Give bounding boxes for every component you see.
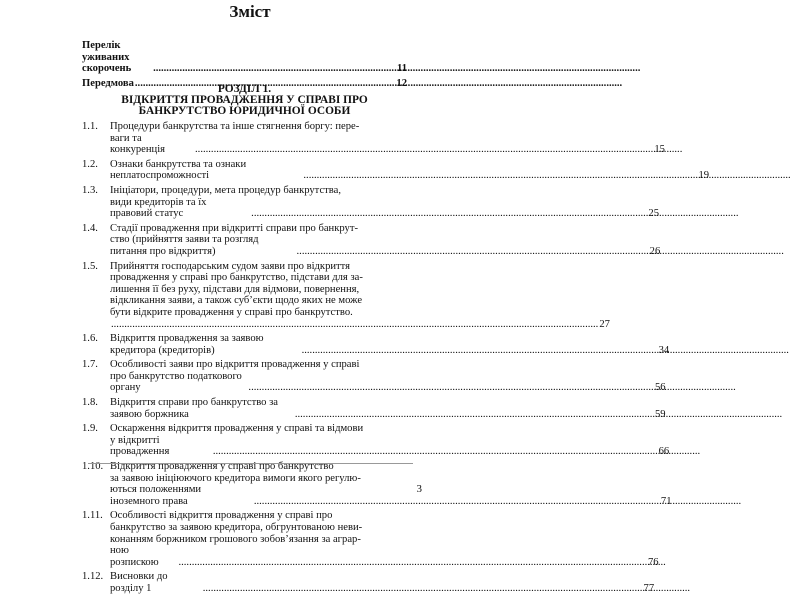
toc-entry-line: ваги та конкуренція [110, 132, 166, 156]
toc-entry[interactable] [82, 121, 665, 156]
toc-entry-line: лишення її без руху, підстави для відмови, повернення, [110, 283, 360, 295]
toc-entry-body [110, 223, 660, 258]
toc-entry-number: 1.3. [82, 184, 98, 196]
leader-dots [111, 319, 598, 331]
leader-dots [153, 63, 396, 75]
toc-entry-line: ною розпискою [110, 545, 159, 568]
toc-entry-number: 1.10. [82, 461, 104, 473]
leader-dots [203, 583, 643, 595]
footer-rule [88, 463, 413, 464]
toc-entry-last-line [110, 571, 654, 594]
toc-entry-last-line [110, 484, 672, 507]
toc-entry-number: 1.8. [82, 397, 98, 409]
toc-entry-page: 15 [654, 144, 665, 156]
toc-entry-body [110, 571, 654, 594]
toc-entry-line: Особливості відкриття провадження у справі про [110, 510, 333, 522]
toc-entry-number: 1.6. [82, 333, 98, 345]
toc-entry[interactable] [82, 571, 655, 594]
toc-entry-line: банкрутство за заявою кредитора, обгрунтованою неви- [110, 522, 363, 533]
toc-entry-page: 66 [658, 446, 670, 458]
toc-entry-line: ються положеннями іноземного права [110, 484, 202, 507]
toc-entry-line: Оскарження відкриття провадження у справі та відмови [110, 423, 364, 435]
section-heading [82, 84, 407, 117]
toc-entries [82, 121, 710, 595]
toc-entry-body [110, 423, 669, 458]
toc-entry[interactable] [82, 510, 659, 568]
toc-entry-body [110, 261, 610, 331]
page-number: 3 [416, 483, 422, 495]
leader-dots [248, 382, 654, 394]
toc-entry-last-line [110, 435, 669, 458]
toc-entry-last-line [110, 397, 666, 420]
toc-entry-line: Відкриття справи про банкрутство за заявою боржника [110, 397, 278, 420]
toc-entry-body [110, 397, 666, 420]
toc-entry-line: Відкриття провадження за заявою кредитора (кредиторів) [110, 333, 264, 356]
toc-entry-line: ство (прийняття заяви та розгляд питання про відкриття) [110, 234, 259, 257]
toc-entry-page: 76 [647, 556, 659, 568]
toc-entry-line: конанням боржником грошового зобов’язання за аграр- [110, 533, 361, 545]
toc-entry-number: 1.11. [82, 510, 103, 522]
toc-entry[interactable] [82, 461, 672, 507]
toc-entry-number: 1.1. [82, 121, 98, 132]
leader-dots [195, 144, 653, 156]
toc-entry[interactable] [82, 158, 710, 182]
toc-entry[interactable] [82, 184, 659, 220]
toc-entry-page: 59 [654, 408, 666, 420]
toc-entry[interactable] [82, 359, 666, 394]
leader-dots [297, 246, 649, 258]
toc-entry-line: Ознаки банкрутства та ознаки неплатоспроможності [110, 158, 247, 182]
toc-entry[interactable] [82, 222, 661, 258]
toc-entry-body [110, 185, 659, 220]
toc-entry-page: 27 [599, 318, 610, 330]
toc-entry-last-line [110, 234, 660, 257]
toc-entry-line: про банкрутство податкового органу [110, 370, 242, 394]
leader-dots [303, 170, 697, 182]
toc-entry-number: 1.2. [82, 158, 98, 170]
toc-item-label: Передмова [82, 77, 134, 89]
toc-entry-page: 19 [698, 170, 710, 182]
toc-entry-page: 34 [658, 344, 670, 356]
toc-item-label: Перелік уживаних скорочень [82, 40, 132, 75]
toc-entry-last-line [110, 371, 666, 394]
toc-entry-page: 56 [654, 382, 666, 394]
toc-entry-number: 1.7. [82, 359, 98, 371]
toc-entry-page: 71 [660, 495, 672, 507]
toc-entry-line: Ініціатори, процедури, мета процедур банкрутства, [110, 184, 341, 196]
leader-dots [178, 557, 646, 569]
toc-entry-page: 25 [648, 208, 659, 220]
toc-entry-number: 1.4. [82, 222, 98, 234]
toc-entry[interactable] [82, 397, 666, 420]
toc-entry-last-line [110, 197, 659, 220]
toc-entry-body [110, 359, 666, 394]
toc-entry-body [110, 121, 665, 156]
toc-entry-body [110, 159, 709, 182]
toc-item-abbreviations[interactable] [82, 40, 407, 75]
toc-entry-page: 26 [649, 245, 661, 257]
section-title-line: ВІДКРИТТЯ ПРОВАДЖЕННЯ У СПРАВІ ПРО [121, 94, 368, 106]
toc-entry[interactable] [82, 333, 670, 356]
toc-entry-page: 77 [643, 582, 655, 594]
toc-entry-last-line [110, 545, 659, 568]
leader-dots [251, 208, 647, 220]
toc-item-page: 12 [396, 77, 407, 89]
toc-entry-line: Стадії провадження при відкритті справи про банкрут- [110, 222, 358, 234]
leader-dots [295, 409, 654, 421]
toc-entry-line: у відкритті провадження [110, 434, 170, 458]
toc-entry-line: Особливості заяви про відкриття провадження у справі [110, 359, 360, 371]
leader-dots [213, 446, 658, 458]
toc-entry-line: Процедури банкрутства та інше стягнення боргу: пере- [110, 121, 360, 132]
toc-entry-body [110, 461, 672, 507]
leader-dots [302, 345, 658, 357]
toc-entry[interactable] [82, 260, 610, 331]
toc-entry-body [110, 333, 669, 356]
toc-entry-line: за заявою ініціюючого кредитора вимоги якого регулю- [110, 472, 361, 484]
toc-entry-line: відкликання заяви, а також суб’єкти щодо яких не може [110, 295, 363, 307]
toc-entry-body [110, 510, 659, 568]
section-title-line: БАНКРУТСТВО ЮРИДИЧНОЇ ОСОБИ [138, 105, 351, 117]
toc-item-page: 11 [396, 63, 407, 75]
toc-entry-line: бути відкрите провадження у справі про банкрутство. [110, 306, 353, 318]
leader-dots [254, 496, 660, 508]
toc-entry-number: 1.12. [82, 571, 104, 583]
toc-entry-last-line [110, 159, 709, 182]
toc-entry-line: види кредиторів та їх правовий статус [110, 196, 207, 220]
toc-entry-number: 1.9. [82, 423, 98, 435]
toc-entry-line: провадження у справі про банкрутство, підстави для за- [110, 272, 363, 284]
toc-entry-number: 1.5. [82, 260, 98, 272]
page-title: Зміст [229, 2, 271, 21]
toc-entry-last-line [110, 133, 665, 156]
toc-entry-line: Відкриття провадження у справі про банкрутство [110, 461, 334, 473]
section-number: РОЗДІЛ 1. [217, 83, 272, 95]
toc-entry-line: Висновки до розділу 1 [110, 571, 168, 594]
toc-entry-last-line [110, 333, 669, 356]
toc-entry-line: Прийняття господарським судом заяви про відкриття [110, 260, 351, 272]
toc-entry[interactable] [82, 423, 670, 458]
toc-entry-last-line [110, 319, 610, 331]
